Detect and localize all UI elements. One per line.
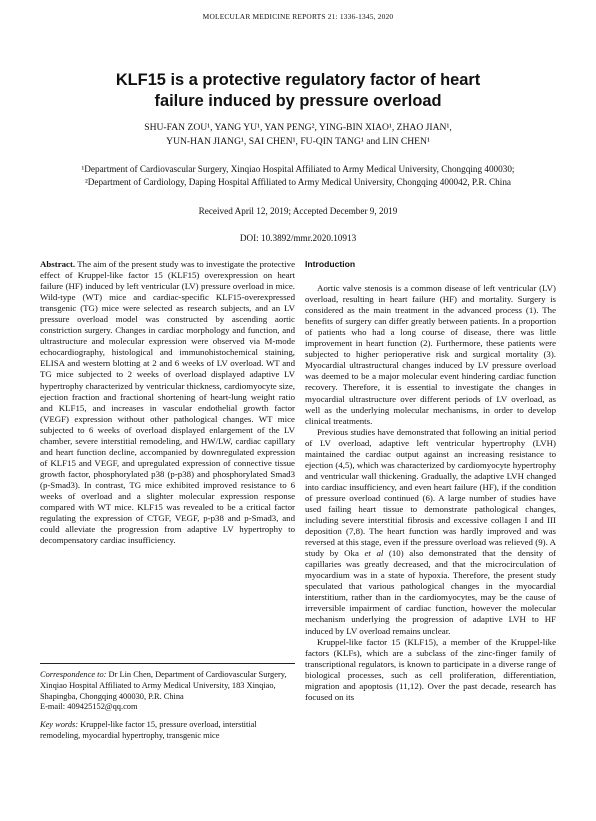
left-column [40, 259, 295, 546]
introduction-heading: Introduction [305, 259, 356, 269]
authors-line-1: SHU-FAN ZOU¹, YANG YU¹, YAN PENG², YING-BIN XIAO¹, ZHAO JIAN¹, [144, 122, 452, 133]
keywords-text: Kruppel-like factor 15, pressure overload, interstitial remodeling, myocardial hypertrophy, transgenic mice [40, 720, 257, 740]
correspondence-email: E-mail: 409425152@qq.com [40, 702, 138, 712]
footnote-gap [40, 713, 295, 720]
introduction-paragraph-2 [305, 427, 556, 637]
received-accepted-dates: Received April 12, 2019; Accepted December 9, 2019 [198, 206, 398, 216]
footnote-divider [40, 663, 295, 664]
right-column [305, 259, 556, 703]
running-head: MOLECULAR MEDICINE REPORTS 21: 1336-1345, 2020 [202, 12, 394, 21]
author-list [90, 121, 506, 149]
correspondence-label: Correspondence to: [40, 670, 107, 679]
affiliation-1: ¹Department of Cardiovascular Surgery, Xinqiao Hospital Affiliated to Army Medical University, Chongqing 400030; [81, 164, 515, 174]
p2-text-end: (10) also demonstrated that the density of capillaries was greatly decreased, and that the microcirculation of myocardium was in a state of hypoxia. Therefore, the present study speculated that various pathological changes in the myocardial interstitium, rather than in the cardiomyocytes, may be the cause of irreversible impairment of cardiac function, however the molecular mechanism underlying the progression of adaptive LVH to HF induced by LV overload remains unclear. [305, 548, 556, 636]
doi: DOI: 10.3892/mmr.2020.10913 [239, 233, 357, 243]
correspondence [40, 670, 295, 702]
keywords-label: Key words: [40, 720, 79, 730]
correspondence-text: Dr Lin Chen, Department of Cardiovascular Surgery, Xinqiao Hospital Affiliated to Army Medical University, 183 Xinqiao, Shapingba, Chongqing 400030, P.R. China [40, 670, 287, 701]
affiliation-2: ²Department of Cardiology, Daping Hospital Affiliated to Army Medical University, Chongqing 400042, P.R. China [84, 177, 511, 187]
introduction-paragraph-1: Aortic valve stenosis is a common disease of left ventricular (LV) overload, resulting in heart failure (HF) and mortality. Surgery is considered as the main treatment in the advanced process (1). The benefits of surgery can differ greatly between patients. In a proportion of patients who had a long course of disease, there was little improvement in heart function (2). Furthermore, these patients were subjected to higher perioperative risk and surgical mortality (3). Myocardial ultrastructural changes induced by LV pressure overload was deemed to be a major molecular event hindering cardiac function recovery. Therefore, it is essential to investigate the changes in myocardial ultrastructure over different periods of LV overload, as well as the underlying molecular mechanisms, in order to develop clinical treatments. [305, 283, 556, 426]
keywords [40, 720, 295, 742]
affiliations [40, 163, 556, 189]
abstract-label: Abstract. [40, 259, 76, 269]
title-line-1: KLF15 is a protective regulatory factor of heart [115, 71, 481, 89]
abstract [40, 259, 295, 546]
abstract-text: The aim of the present study was to investigate the protective effect of Kruppel-like factor 15 (KLF15) overexpression on heart failure (HF) induced by left ventricular (LV) pressure overload in mice. Wild-type (WT) mice and cardiac-specific KLF15-overexpressed transgenic (TG) mice were selected as research subjects, and an LV pressure overload model was constructed by ascending aortic constriction surgery. Changes in cardiac morphology and function, and ultrastructure and molecular expression were observed via M-mode echocardiography, histological and immunohistochemical staining, ELISA and western blotting at 2 and 6 weeks of LV overload. WT and TG mice subjected to 2 weeks of overload displayed adaptive LV hypertrophy characterized by ventricular thickness, cardiomyocyte size, ejection fraction and fractional shortening of heart-lung weight ratio and KLF15, and increases in vascular endothelial growth factor (VEGF) expression without other pathological changes. WT mice subjected to 6 weeks of overload displayed enlargement of the LV chamber, severe interstitial remodeling, and HW/LW, cardiac capillary and heart function decline, accompanied by downregulated expression of KLF15 and VEGF, and upregulated expression of connective tissue growth factor, phosphorylated p38 (p-p38) and phosphorylated Smad3 (p-Smad3). In contrast, TG mice exhibited improved resistance to 6 weeks of overload and a slighter molecular expression response compared with WT mice. KLF15 was revealed to be a critical factor regulating the expression of CTGF, VEGF, p-p38 and p-Smad3, and could alleviate the progression from adaptive LV hypertrophy to decompensatory cardiac insufficiency. [40, 259, 295, 546]
title-line-2: failure induced by pressure overload [154, 92, 442, 110]
authors-line-2: YUN-HAN JIANG¹, SAI CHEN¹, FU-QIN TANG¹ and LIN CHEN¹ [166, 136, 430, 147]
p2-et-al: et al [364, 548, 384, 559]
introduction-paragraph-3: Kruppel-like factor 15 (KLF15), a member of the Kruppel-like factors (KLFs), which are a subclass of the zinc-finger family of transcriptional regulators, is known to participate in a diverse range of biological processes, such as cell proliferation, differentiation, migration and apoptosis (11,12). Over the past decade, research has focused on its [305, 636, 556, 702]
article-title [60, 70, 536, 112]
footnotes [40, 670, 295, 742]
p2-text-start: Previous studies have demonstrated that following an initial period of LV overload, adaptive left ventricular hypertrophy (LVH) maintained the cardiac output against an increasing resistance to ejection (4,5), which was characterized by cardiomyocyte hypertrophy and ventricular wall thickening. Gradually, the adaptive LVH changed into cardiac insufficiency, and even heart failure (HF), if the condition of pressure overload continued (6). A large number of studies have used failing heart tissue to demonstrate pathological changes, including severe interstitial fibrosis and excessive collagen I and III deposition (7,8). The heart function was hardly improved and was reversed at this stage, even if the pressure overload was relieved (9). A study by Oka [305, 426, 556, 559]
